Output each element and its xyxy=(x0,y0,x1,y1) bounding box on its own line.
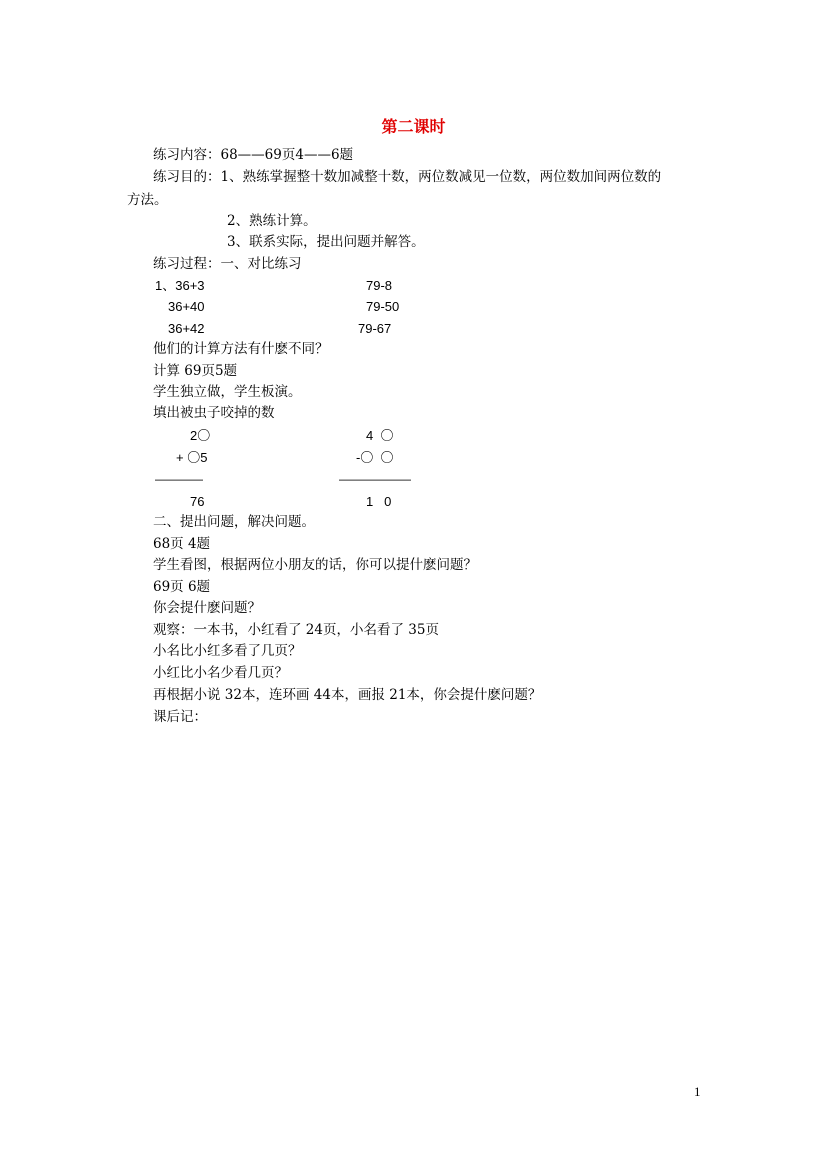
students-do: 学生独立做，学生板演。 xyxy=(153,384,302,400)
question-difference: 他们的计算方法有什麽不同？ xyxy=(153,341,329,357)
addition-line: ———— xyxy=(155,472,203,486)
books-question: 再根据小说 32本，连环画 44本，画报 21本，你会提什麽问题？ xyxy=(153,687,542,703)
calc-page69: 计算 69页5题 xyxy=(153,363,238,379)
subtraction-top: 4 〇 xyxy=(366,428,394,443)
page-title: 第二课时 xyxy=(381,117,446,136)
section-two-heading: 二、提出问题，解决问题。 xyxy=(153,514,315,530)
exercise-left-3: 36+42 xyxy=(168,321,205,336)
fill-missing: 填出被虫子咬掉的数 xyxy=(153,405,275,421)
exercise-right-2: 79-50 xyxy=(366,299,400,314)
practice-goal-2: 2、熟练计算。 xyxy=(227,213,317,229)
page-number: 1 xyxy=(694,1084,701,1099)
exercise-left-2: 36+40 xyxy=(168,299,205,314)
exercise-right-3: 79-67 xyxy=(358,321,392,336)
practice-goal-3: 3、联系实际，提出问题并解答。 xyxy=(227,234,425,250)
exercise-left-1: 1、36+3 xyxy=(155,278,205,293)
observe-line: 观察：一本书，小红看了 24页，小名看了 35页 xyxy=(153,622,439,638)
subtraction-result: 1 0 xyxy=(366,494,392,509)
subtraction-middle: -〇 〇 xyxy=(356,450,394,465)
practice-content: 练习内容：68——69页4——6题 xyxy=(153,147,354,163)
practice-goal-1-cont: 方法。 xyxy=(127,192,168,208)
subtraction-line: —————— xyxy=(339,472,411,486)
practice-process: 练习过程：一、对比练习 xyxy=(153,256,302,272)
page68-question4: 68页 4题 xyxy=(153,536,211,552)
addition-top: 2〇 xyxy=(190,428,211,443)
can-ask-question: 你会提什麽问题？ xyxy=(153,600,261,616)
page69-question6: 69页 6题 xyxy=(153,579,211,595)
addition-middle: + 〇5 xyxy=(176,450,208,465)
after-class-notes: 课后记： xyxy=(153,709,207,725)
exercise-right-1: 79-8 xyxy=(366,278,393,293)
look-picture: 学生看图，根据两位小朋友的话，你可以提什麽问题？ xyxy=(153,557,477,573)
question-more-pages: 小名比小红多看了几页？ xyxy=(153,643,302,659)
question-fewer-pages: 小红比小名少看几页？ xyxy=(153,665,288,681)
practice-goal-1: 练习目的：1、熟练掌握整十数加减整十数，两位数减见一位数，两位数加间两位数的 xyxy=(153,169,662,185)
addition-result: 76 xyxy=(190,494,205,509)
